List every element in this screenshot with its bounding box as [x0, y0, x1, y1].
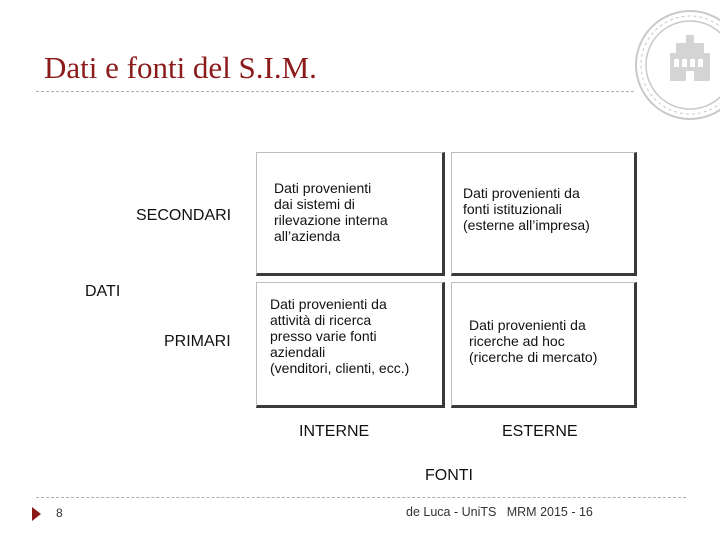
triangle-right-icon	[32, 507, 41, 521]
footer-divider	[36, 497, 686, 498]
footer-text: de Luca - UniTS MRM 2015 - 16	[406, 505, 593, 519]
box-secondari-esterne-text: Dati provenienti da fonti istituzionali (esterne all’impresa)	[463, 185, 590, 233]
title-divider	[36, 91, 634, 92]
label-fonti: FONTI	[425, 467, 473, 484]
label-esterne: ESTERNE	[502, 423, 578, 440]
label-primari: PRIMARI	[164, 333, 231, 350]
box-secondari-interne-text: Dati provenienti dai sistemi di rilevazione interna all’azienda	[274, 180, 388, 244]
page-number: 8	[56, 506, 63, 520]
box-primari-interne-text: Dati provenienti da attività di ricerca presso varie fonti aziendali (venditori, clienti, ecc.)	[270, 296, 410, 376]
university-seal-logo	[630, 10, 720, 125]
label-interne: INTERNE	[299, 423, 370, 440]
label-secondari: SECONDARI	[136, 207, 232, 224]
label-dati: DATI	[85, 283, 121, 300]
slide-title: Dati e fonti del S.I.M.	[44, 50, 317, 85]
box-primari-esterne-text: Dati provenienti da ricerche ad hoc (ricerche di mercato)	[469, 317, 598, 365]
